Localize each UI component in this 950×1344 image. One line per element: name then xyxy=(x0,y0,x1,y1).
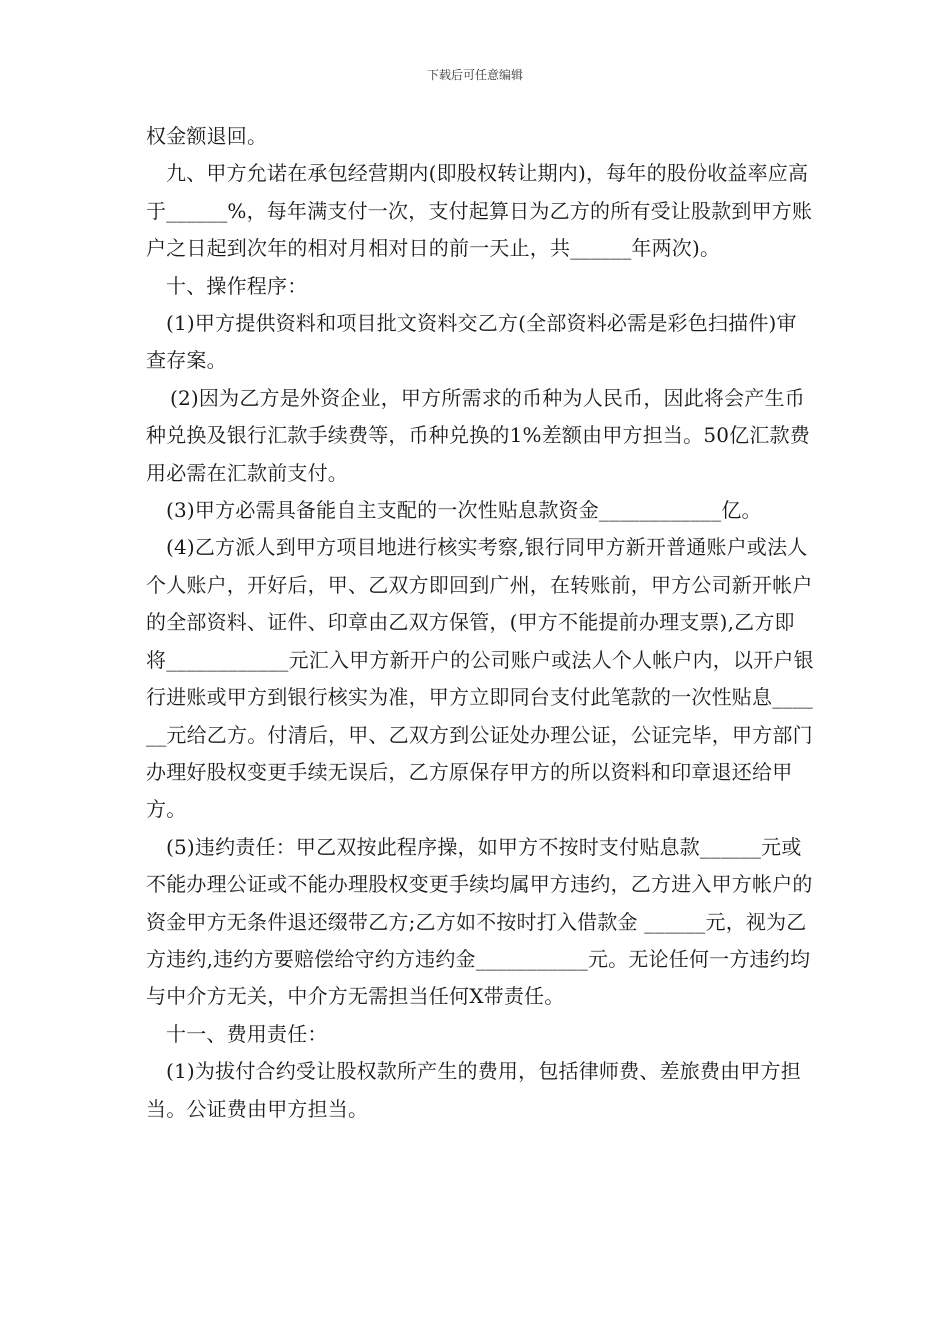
procedure-item-1: (1)甲方提供资料和项目批文资料交乙方(全部资料必需是彩色扫描件)审查存案。 xyxy=(146,311,797,373)
section-heading-fees: 十一、费用责任： xyxy=(166,1021,328,1046)
document-body xyxy=(146,118,814,1128)
procedure-item-3: (3)甲方必需具备能自主支配的一次性贴息款资金____________亿。 xyxy=(166,498,762,523)
page-header: 下载后可任意编辑 xyxy=(426,68,523,82)
procedure-item-4: (4)乙方派人到甲方项目地进行核实考察,银行同甲方新开普通账户或法人个人账户，开好后，甲、乙双方即回到广州，在转账前，甲方公司新开帐户的全部资料、证件、印章由乙双方保管，(甲方不能提前办理支票),乙方即将____________元汇入甲方新开户的公司账户或法人个人帐户内，以开户银行进账或甲方到银行核实为准，甲方立即同台支付此笔款的一次性贴息______元给乙方。付清后，甲、乙双方到公证处办理公证，公证完毕，甲方部门办理好股权变更手续无误后，乙方原保存甲方的所以资料和印章退还给甲方。 xyxy=(146,535,814,822)
fees-item-1: (1)为拔付合约受让股权款所产生的费用，包括律师费、差旅费由甲方担当。公证费由甲方担当。 xyxy=(146,1059,801,1121)
clause-9: 九、甲方允诺在承包经营期内(即股权转让期内)，每年的股份收益率应高于______%，每年满支付一次，支付起算日为乙方的所有受让股款到甲方账户之日起到次年的相对月相对日的前一天止，共______年两次)。 xyxy=(146,161,813,261)
paragraph-continuation: 权金额退回。 xyxy=(146,124,268,148)
section-heading-procedure: 十、操作程序： xyxy=(166,273,308,298)
procedure-item-5: (5)违约责任：甲乙双按此程序操，如甲方不按时支付贴息款______元或不能办理公证或不能办理股权变更手续均属甲方违约，乙方进入甲方帐户的资金甲方无条件退还缀带乙方;乙方如不按时打入借款金 ______元，视为乙方违约,违约方要赔偿给守约方违约金___________元。无论任何一方违约均与中介方无关，中介方无需担当任何X带责任。 xyxy=(146,834,813,1009)
procedure-item-2: (2)因为乙方是外资企业，甲方所需求的币种为人民币，因此将会产生币种兑换及银行汇款手续费等，币种兑换的1%差额由甲方担当。50亿汇款费用必需在汇款前支付。 xyxy=(146,385,810,485)
